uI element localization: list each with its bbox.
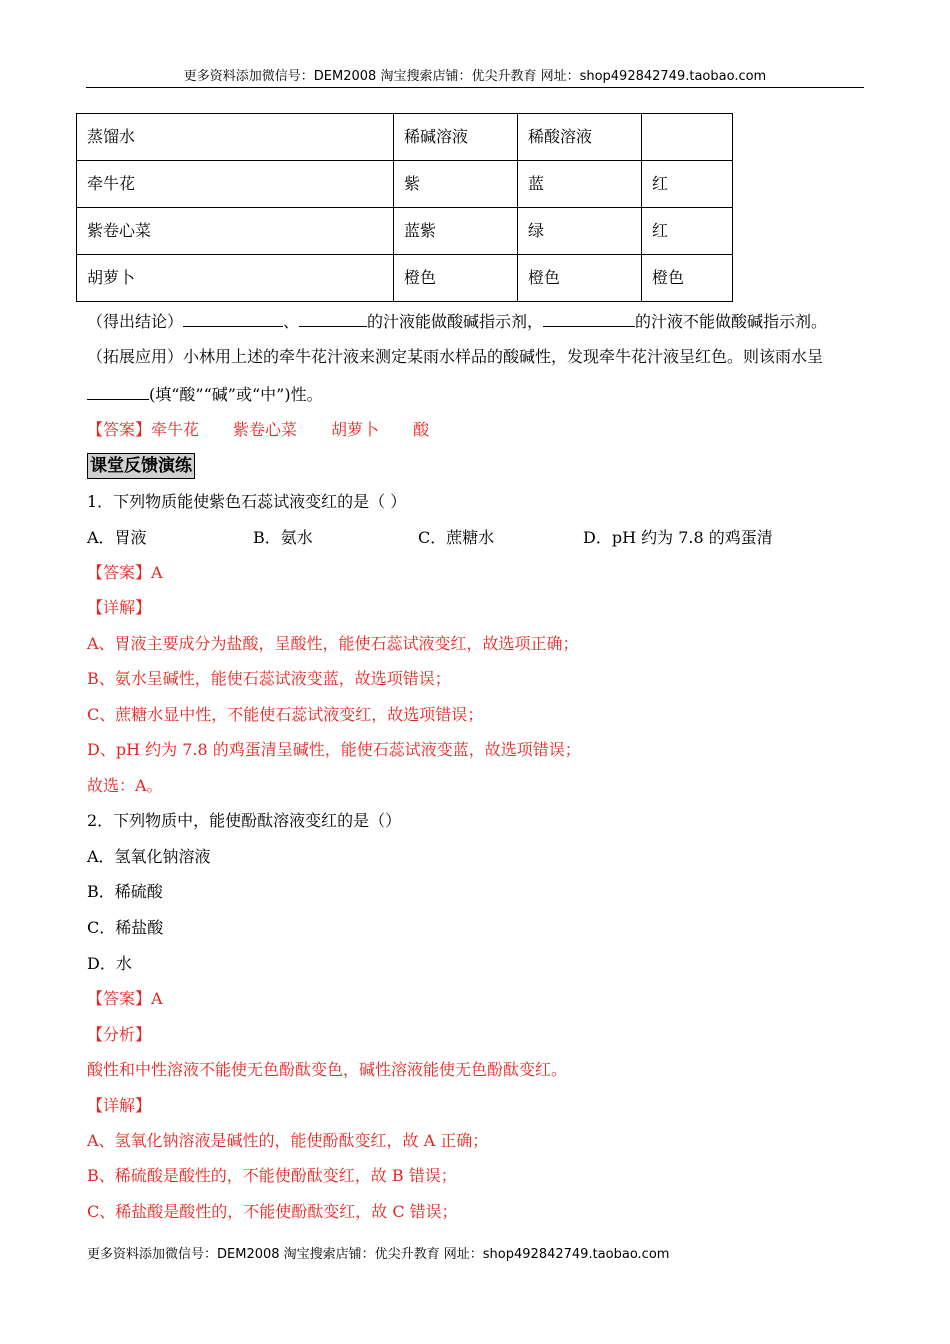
q2-detail-label: 【详解】 <box>87 1096 152 1115</box>
option-a: A．氢氧化钠溶液 <box>87 847 211 866</box>
table-row <box>77 255 733 302</box>
answer-value: A <box>151 563 163 582</box>
answer-label: 【答案】 <box>87 420 152 439</box>
table-cell: 橙色 <box>642 255 733 302</box>
conclusion-line <box>87 310 827 333</box>
table-cell: 胡萝卜 <box>77 255 394 302</box>
section-title: 课堂反馈演练 <box>87 453 195 479</box>
table-cell: 红 <box>642 208 733 255</box>
answer-line <box>87 419 429 441</box>
application-line-1: （拓展应用）小林用上述的牵牛花汁液来测定某雨水样品的酸碱性，发现牵牛花汁液呈红色。则该雨水呈 <box>87 347 824 366</box>
answer-blank <box>299 310 367 327</box>
q2-detail: C、稀盐酸是酸性的，不能使酚酞变红，故 C 错误； <box>87 1202 458 1221</box>
answer-item: 胡萝卜 <box>331 420 380 439</box>
q2-detail: B、稀硫酸是酸性的，不能使酚酞变红，故 B 错误； <box>87 1166 457 1185</box>
answer-item: 紫卷心菜 <box>233 420 298 439</box>
q2-detail: A、氢氧化钠溶液是碱性的，能使酚酞变红，故 A 正确； <box>87 1131 489 1150</box>
q2-stem: 2．下列物质中，能使酚酞溶液变红的是（） <box>87 811 402 830</box>
application-line-2 <box>87 383 323 406</box>
q1-stem: 1．下列物质能使紫色石蕊试液变红的是（ ） <box>87 492 407 511</box>
application-suffix: (填“酸”“碱”或“中”)性。 <box>149 385 323 404</box>
option-a: A．胃液 <box>87 528 147 547</box>
q1-detail: D、pH 约为 7.8 的鸡蛋清呈碱性，能使石蕊试液变蓝，故选项错误； <box>87 740 581 759</box>
option-b: B．氨水 <box>253 528 313 547</box>
q2-analysis: 酸性和中性溶液不能使无色酚酞变色，碱性溶液能使无色酚酞变红。 <box>87 1060 568 1079</box>
q1-detail: C、蔗糖水显中性，不能使石蕊试液变红，故选项错误； <box>87 705 484 724</box>
conclusion-mid: 的汁液能做酸碱指示剂， <box>367 312 544 331</box>
conclusion-prefix: （得出结论） <box>87 312 184 331</box>
answer-value: A <box>151 989 163 1008</box>
option-c: C．稀盐酸 <box>87 918 164 937</box>
table-cell: 红 <box>642 161 733 208</box>
q1-detail: A、胃液主要成分为盐酸，呈酸性，能使石蕊试液变红，故选项正确； <box>87 634 579 653</box>
table-cell: 绿 <box>518 208 642 255</box>
q1-answer <box>87 562 163 584</box>
option-b: B．稀硫酸 <box>87 882 163 901</box>
answer-label: 【答案】 <box>87 989 152 1008</box>
table-header-row <box>77 114 733 161</box>
table-row <box>77 161 733 208</box>
header-rule <box>86 87 864 88</box>
conclusion-suffix: 的汁液不能做酸碱指示剂。 <box>635 312 828 331</box>
table-cell: 牵牛花 <box>77 161 394 208</box>
indicator-table <box>76 113 733 302</box>
answer-blank <box>87 383 149 400</box>
table-row <box>77 208 733 255</box>
answer-blank <box>183 310 283 327</box>
conclusion-sep: 、 <box>283 312 300 331</box>
table-cell: 蓝 <box>518 161 642 208</box>
table-cell: 紫卷心菜 <box>77 208 394 255</box>
answer-label: 【答案】 <box>87 563 152 582</box>
table-cell: 蒸馏水 <box>77 114 394 161</box>
table-cell: 蓝紫 <box>394 208 518 255</box>
page-footer: 更多资料添加微信号：DEM2008 淘宝搜索店铺：优尖升教育 网址：shop492842749.taobao.com <box>87 1247 670 1262</box>
answer-item: 牵牛花 <box>151 420 200 439</box>
answer-blank <box>543 310 635 327</box>
option-d: D．pH 约为 7.8 的鸡蛋清 <box>583 528 773 547</box>
q2-analysis-label: 【分析】 <box>87 1025 152 1044</box>
table-cell: 紫 <box>394 161 518 208</box>
table-cell <box>642 114 733 161</box>
page-header: 更多资料添加微信号：DEM2008 淘宝搜索店铺：优尖升教育 网址：shop492842749.taobao.com <box>183 69 767 84</box>
option-c: C．蔗糖水 <box>418 528 495 547</box>
q2-answer <box>87 988 163 1010</box>
table-cell: 稀酸溶液 <box>518 114 642 161</box>
q1-options <box>87 527 773 549</box>
table-cell: 橙色 <box>394 255 518 302</box>
option-d: D．水 <box>87 954 132 973</box>
q1-detail: B、氨水呈碱性，能使石蕊试液变蓝，故选项错误； <box>87 669 451 688</box>
q1-detail-label: 【详解】 <box>87 598 152 617</box>
table-cell: 稀碱溶液 <box>394 114 518 161</box>
answer-item: 酸 <box>413 420 430 439</box>
table-cell: 橙色 <box>518 255 642 302</box>
q1-detail: 故选：A。 <box>87 776 163 795</box>
